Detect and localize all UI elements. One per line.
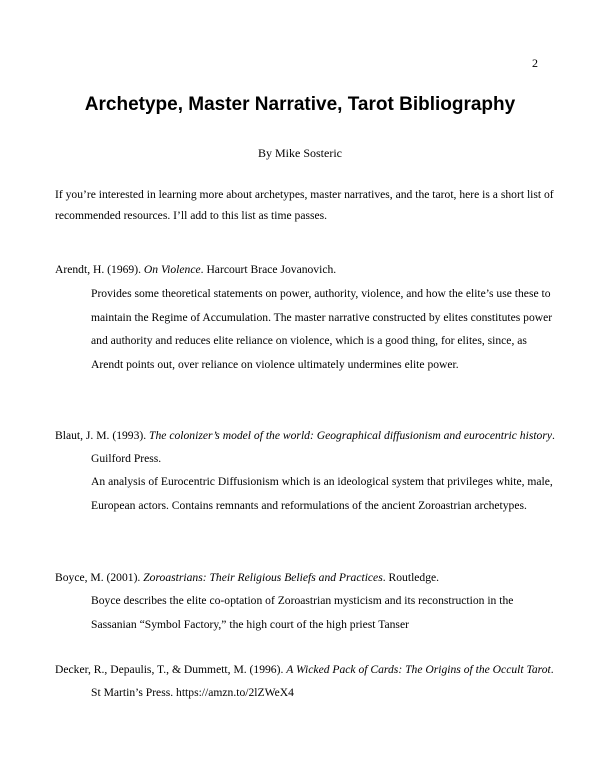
bibliography-entry [55, 258, 555, 376]
annotation: An analysis of Eurocentric Diffusionism which is an ideological system that privileges white, male, European actors. Contains remnants and reformulations of the ancient Zoroastrian archetypes. [91, 475, 553, 512]
citation-publisher: . Routledge. [382, 571, 440, 584]
annotation: Boyce describes the elite co-optation of Zoroastrian mysticism and its reconstruction in the Sassanian “Symbol Factory,” the high court of the high priest Tanser [91, 594, 514, 631]
bibliography-entry [55, 566, 555, 636]
citation-work-title: The colonizer’s model of the world: Geographical diffusionism and eurocentric history [149, 429, 553, 442]
author-byline: By Mike Sosteric [258, 146, 342, 160]
citation-work-title: Zoroastrians: Their Religious Beliefs and Practices [143, 571, 383, 584]
citation-authors: Boyce, M. (2001). [55, 571, 144, 584]
annotation: Provides some theoretical statements on power, authority, violence, and how the elite’s use these to maintain the Regime of Accumulation. The master narrative constructed by elites constitutes power and authority and reduces elite reliance on violence, which is a good thing, for elites, since, as Arendt points out, over reliance on violence ultimately undermines elite power. [91, 287, 553, 371]
bibliography-entry [55, 424, 555, 517]
citation-authors: Arendt, H. (1969). [55, 263, 144, 276]
bibliography-entry [55, 658, 555, 704]
citation-authors: Blaut, J. M. (1993). [55, 429, 150, 442]
citation-authors: Decker, R., Depaulis, T., & Dummett, M. (1996). [55, 663, 287, 676]
citation-publisher: . Harcourt Brace Jovanovich. [200, 263, 337, 276]
citation-publisher: . Guilford Press. [91, 429, 555, 465]
citation [55, 258, 555, 281]
citation-work-title: On Violence [143, 263, 201, 276]
citation-work-title: A Wicked Pack of Cards: The Origins of the Occult Tarot [286, 663, 551, 676]
page-number: 2 [532, 56, 538, 70]
citation [55, 424, 555, 470]
citation-publisher: . St Martin’s Press. https://amzn.to/2lZWeX4 [91, 663, 554, 699]
page-title: Archetype, Master Narrative, Tarot Bibliography [84, 94, 516, 115]
intro-paragraph: If you’re interested in learning more about archetypes, master narratives, and the tarot, here is a short list of recommended resources. I’ll add to this list as time passes. [55, 188, 554, 222]
citation [55, 566, 555, 589]
citation [55, 658, 555, 704]
